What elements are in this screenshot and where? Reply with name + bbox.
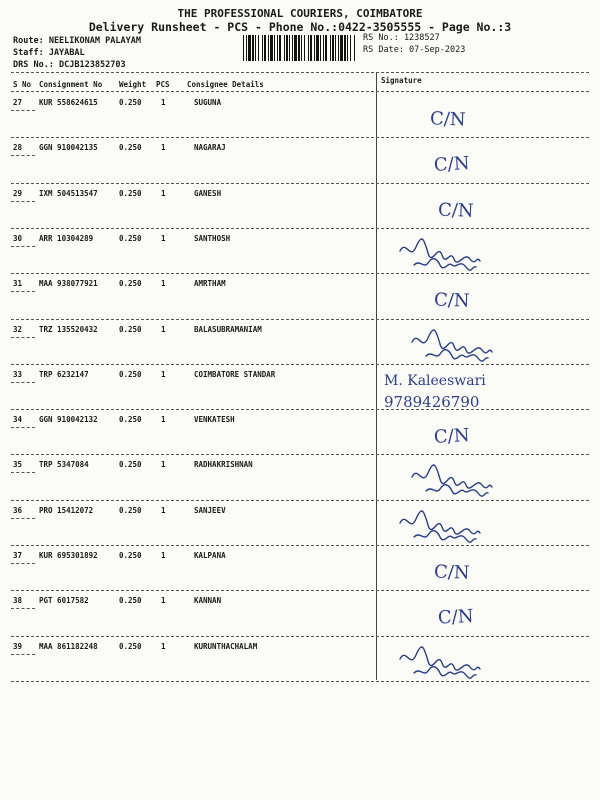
cell-consignment-no: ARR 10304289 [39,233,94,243]
cell-consignee: SANJEEV [194,505,226,515]
row-divider [11,228,589,229]
cell-weight: 0.250 [119,505,142,515]
cell-consignment-no: PRO 15412072 [39,505,94,515]
cell-sno: 36 [13,505,23,515]
row-divider [11,409,589,410]
cell-sno: 37 [13,551,23,560]
header-top-rule [11,72,589,73]
cell-weight: 0.250 [119,324,142,334]
signature-image [380,412,585,458]
col-header-consignment: Consignment No [39,80,103,89]
row-minor-rule [11,201,35,202]
signature-text: C/N [433,289,470,312]
cell-weight: 0.250 [119,369,142,379]
cell-pcs: 1 [161,596,166,606]
rs-date: RS Date: 07-Sep-2023 [363,45,466,55]
cell-consignment-no: MAA 861182248 [39,641,98,651]
cell-pcs: 1 [161,415,166,425]
row-minor-rule [11,563,35,564]
signature-name-text: M. Kaleeswari [384,372,486,389]
row-divider [11,364,589,365]
cell-consignment-no: TRZ 135520432 [39,324,98,334]
row-divider [11,137,589,138]
row-divider [11,636,589,637]
cell-consignee: GANESH [194,188,222,198]
signature-image [380,322,585,368]
drs-number: DRS No.: DCJB123852703 [13,60,126,70]
signature-text: C/N [437,199,474,222]
cell-consignee: SANTHOSH [194,233,231,243]
signature-scribble [412,465,492,496]
cell-sno: 30 [13,233,23,243]
cell-consignment-no: GGN 910042135 [39,143,98,153]
cell-consignment-no: TRP 6232147 [39,369,89,379]
cell-consignment-no: MAA 938077921 [39,279,98,289]
col-header-sno: S No [13,80,32,89]
cell-consignee: KALPANA [194,551,226,560]
row-minor-rule [11,246,35,247]
header-bottom-rule [11,91,589,92]
cell-sno: 35 [13,460,23,470]
cell-sno: 38 [13,596,23,606]
cell-sno: 34 [13,415,23,425]
cell-consignee: SUGUNA [194,98,222,107]
cell-consignee: BALASUBRAMANIAM [194,324,262,334]
row-divider [11,454,589,455]
row-minor-rule [11,472,35,473]
cell-pcs: 1 [161,233,166,243]
cell-consignment-no: IXM 504513547 [39,188,98,198]
cell-weight: 0.250 [119,551,142,560]
signature-phone-text: 9789426790 [384,392,480,411]
row-minor-rule [11,654,35,655]
row-divider [11,681,589,682]
signature-column-divider [376,72,377,680]
signature-text: C/N [437,606,475,629]
cell-pcs: 1 [161,98,166,107]
rs-number: RS No.: 1238527 [363,33,440,43]
col-header-weight: Weight [119,80,147,89]
cell-sno: 33 [13,369,23,379]
row-divider [11,273,589,274]
cell-consignee: VENKATESH [194,415,235,425]
cell-weight: 0.250 [119,143,142,153]
cell-weight: 0.250 [119,188,142,198]
cell-pcs: 1 [161,369,166,379]
cell-weight: 0.250 [119,460,142,470]
cell-consignee: AMRTHAM [194,279,226,289]
signature-scribble [400,647,480,678]
row-minor-rule [11,110,35,111]
cell-consignee: KURUNTHACHALAM [194,641,258,651]
signature-scribble [400,239,480,270]
signature-text: C/N [433,425,471,448]
cell-sno: 39 [13,641,23,651]
cell-pcs: 1 [161,551,166,560]
cell-pcs: 1 [161,279,166,289]
row-minor-rule [11,608,35,609]
signature-scribble [400,511,480,542]
row-minor-rule [11,155,35,156]
cell-consignment-no: PGT 6017582 [39,596,89,606]
row-minor-rule [11,382,35,383]
signature-scribble [412,330,492,361]
cell-weight: 0.250 [119,596,142,606]
cell-consignment-no: TRP 5347084 [39,460,89,470]
cell-consignment-no: GGN 910042132 [39,415,98,425]
staff-label: Staff: JAYABAL [13,48,85,58]
cell-pcs: 1 [161,324,166,334]
cell-weight: 0.250 [119,641,142,651]
cell-pcs: 1 [161,460,166,470]
signature-image [380,639,585,685]
cell-consignee: KANNAN [194,596,222,606]
cell-sno: 32 [13,324,23,334]
signature-image [380,367,585,413]
col-header-consignee: Consignee Details [187,80,264,89]
signature-text: C/N [429,108,466,131]
row-divider [11,545,589,546]
runsheet-subtitle: Delivery Runsheet - PCS - Phone No.:0422-3505555 - Page No.:3 [88,20,512,34]
signature-image [380,95,585,141]
cell-pcs: 1 [161,505,166,515]
runsheet-title: THE PROFESSIONAL COURIERS, COIMBATORE [177,7,423,20]
cell-consignee: RADHAKRISHNAN [194,460,253,470]
cell-sno: 29 [13,188,23,198]
row-divider [11,319,589,320]
barcode-image [243,35,357,61]
signature-image [380,503,585,549]
cell-sno: 27 [13,98,23,107]
cell-weight: 0.250 [119,415,142,425]
cell-consignment-no: KUR 558624615 [39,98,98,107]
signature-image [380,593,585,639]
cell-pcs: 1 [161,641,166,651]
signature-image [380,457,585,503]
col-header-pcs: PCS [156,80,170,89]
signature-image [380,276,585,322]
signature-image [380,140,585,186]
cell-consignment-no: KUR 695301892 [39,551,98,560]
cell-consignee: NAGARAJ [194,143,226,153]
cell-weight: 0.250 [119,98,142,107]
signature-text: C/N [433,561,470,584]
signature-image [380,186,585,232]
signature-image [380,548,585,594]
row-divider [11,590,589,591]
cell-weight: 0.250 [119,233,142,243]
cell-pcs: 1 [161,188,166,198]
row-minor-rule [11,427,35,428]
row-divider [11,183,589,184]
row-minor-rule [11,291,35,292]
signature-text: C/N [433,153,471,177]
row-minor-rule [11,518,35,519]
cell-consignee: COIMBATORE STANDAR [194,369,276,379]
cell-pcs: 1 [161,143,166,153]
signature-image [380,231,585,277]
route-label: Route: NEELIKONAM PALAYAM [13,36,141,46]
col-header-signature: Signature [381,76,422,85]
row-divider [11,500,589,501]
cell-weight: 0.250 [119,279,142,289]
row-minor-rule [11,337,35,338]
cell-sno: 31 [13,279,23,289]
cell-sno: 28 [13,143,23,153]
